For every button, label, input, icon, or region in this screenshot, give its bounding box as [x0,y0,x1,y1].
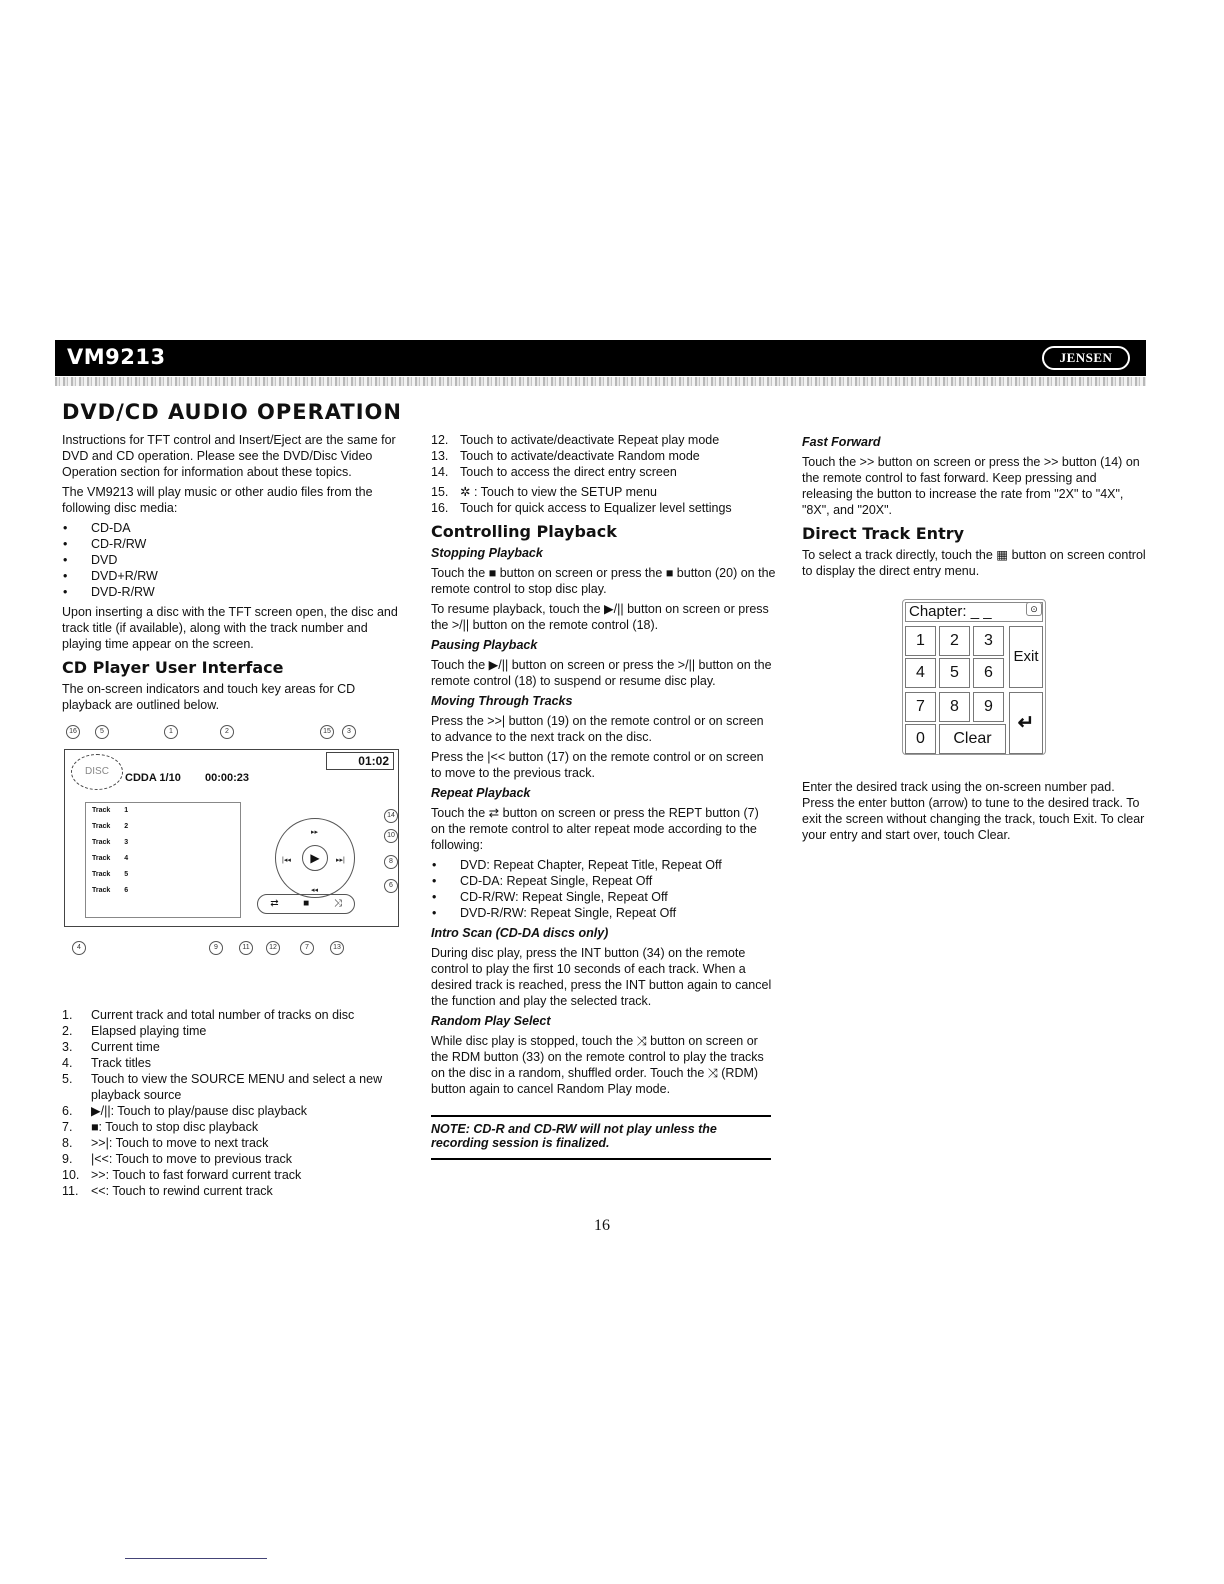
media-item: • CD-R/RW [62,536,407,552]
track-row[interactable]: Track 1 [92,807,129,814]
key-3[interactable]: 3 [973,626,1004,656]
rewind-icon[interactable]: ◂◂ [311,887,319,894]
exit-button[interactable]: Exit [1009,626,1043,688]
intro-paragraph-1: Instructions for TFT control and Insert/Eject are the same for DVD and CD operation. Please see the DVD/Disc Video Operation section for information about these topics. [62,433,396,479]
ui-legend-list [62,1007,407,1199]
repeat-mode-item: • DVD-R/RW: Repeat Single, Repeat Off [431,905,776,921]
cd-ui-text: The on-screen indicators and touch key areas for CD playback are outlined below. [62,682,356,712]
enter-track-paragraph: Enter the desired track using the on-screen number pad. Press the enter button (arrow) to tune to the desired track. To exit the screen without changing the track, touch Exit. To clear your entry and start over, touch Clear. [802,780,1145,842]
repeat-icon[interactable]: ⇄ [270,898,279,909]
callout: 6 [384,879,398,893]
track-row[interactable]: Track 2 [92,823,129,830]
media-item: • DVD [62,552,407,568]
random-play-paragraph: While disc play is stopped, touch the ⤨ button on screen or the RDM button (33) on the remote control to play the tracks on the disc in a random, shuffled order. Touch the ⤨ (RDM) button again to cancel Random Play mode. [431,1034,764,1096]
callout: 15 [320,725,334,739]
key-8[interactable]: 8 [939,692,970,722]
intro-scan-heading: Intro Scan (CD-DA discs only) [431,926,609,940]
legend-item: 16. Touch for quick access to Equalizer level settings [431,501,732,515]
note-box: NOTE: CD-R and CD-RW will not play unless the recording session is finalized. [431,1115,771,1160]
fast-forward-heading: Fast Forward [802,435,881,449]
intro-paragraph-2: The VM9213 will play music or other audio files from the following disc media: [62,485,373,515]
legend-item: 9. |<<: Touch to move to previous track [62,1152,293,1166]
callout: 8 [384,855,398,869]
track-row[interactable]: Track 6 [92,887,129,894]
callout: 14 [384,809,398,823]
media-item: • CD-DA [62,520,407,536]
stopping-paragraph-1: Touch the ■ button on screen or press the ■ button (20) on the remote control to stop disc play. [431,566,776,596]
media-list [62,520,407,600]
page-number: 16 [594,1217,610,1234]
next-track-icon[interactable]: ▸▸| [336,857,345,864]
legend-item: 8. >>|: Touch to move to next track [62,1136,269,1150]
model-title: VM9213 [67,345,166,369]
callout: 11 [239,941,253,955]
callout: 16 [66,725,80,739]
key-0[interactable]: 0 [905,724,936,754]
previous-track-icon[interactable]: |◂◂ [282,857,291,864]
direct-entry-keypad [902,599,1046,755]
stop-icon[interactable]: ■ [303,898,310,909]
ui-legend-list-continued [431,432,776,516]
callout: 1 [164,725,178,739]
callout: 9 [209,941,223,955]
repeat-mode-item: • CD-DA: Repeat Single, Repeat Off [431,873,776,889]
media-item: • DVD+R/RW [62,568,407,584]
key-9[interactable]: 9 [973,692,1004,722]
key-7[interactable]: 7 [905,692,936,722]
after-media-paragraph: Upon inserting a disc with the TFT screen open, the disc and track title (if available), along with the track number and playing time appear on the screen. [62,605,398,651]
bottom-control-bar [257,894,355,914]
legend-item: 2. Elapsed playing time [62,1024,207,1038]
legend-item: 6. ▶/||: Touch to play/pause disc playback [62,1104,307,1118]
legend-item: 4. Track titles [62,1056,151,1070]
disc-source-button[interactable]: DISC [71,754,123,790]
pausing-playback-heading: Pausing Playback [431,638,538,652]
fast-forward-paragraph: Touch the >> button on screen or press the >> button (14) on the remote control to fast forward. Keep pressing and releasing the button to increase the rate from "2X" to "4X", "8X", and "20X". [802,455,1140,517]
legend-item: 5. Touch to view the SOURCE MENU and select a new playback source [62,1072,383,1102]
moving-paragraph-1: Press the >>| button (19) on the remote control or on screen to advance to the next track on the disc. [431,714,764,744]
brand-text: JENSEN [1059,350,1113,365]
current-time: 01:02 [326,752,394,770]
column-3 [802,432,1147,847]
key-2[interactable]: 2 [939,626,970,656]
legend-item: 13. Touch to activate/deactivate Random mode [431,449,700,463]
key-1[interactable]: 1 [905,626,936,656]
legend-item: 10. >>: Touch to fast forward current track [62,1168,302,1182]
enter-arrow-icon[interactable]: ↵ [1009,692,1043,754]
cd-player-figure [62,723,407,993]
callout: 3 [342,725,356,739]
legend-item: 14. Touch to access the direct entry screen [431,465,677,479]
callout: 2 [220,725,234,739]
moving-paragraph-2: Press the |<< button (17) on the remote control or on screen to move to the previous track. [431,750,764,780]
key-4[interactable]: 4 [905,658,936,688]
legend-item: 12. Touch to activate/deactivate Repeat play mode [431,433,720,447]
track-row[interactable]: Track 4 [92,855,129,862]
repeat-mode-item: • DVD: Repeat Chapter, Repeat Title, Repeat Off [431,857,776,873]
legend-item: 1. Current track and total number of tracks on disc [62,1008,355,1022]
media-item: • DVD-R/RW [62,584,407,600]
track-row[interactable]: Track 5 [92,871,129,878]
shuffle-icon[interactable]: ⤨ [333,898,342,909]
header-bar [55,340,1146,376]
track-row[interactable]: Track 3 [92,839,129,846]
play-pause-icon[interactable]: ▶ [302,845,328,871]
column-1 [62,432,407,1199]
callout: 13 [330,941,344,955]
callout: 12 [266,941,280,955]
repeat-playback-heading: Repeat Playback [431,786,531,800]
chapter-entry-field: Chapter: _ _ [905,602,1043,622]
clear-button[interactable]: Clear [939,724,1006,754]
callout: 7 [300,941,314,955]
repeat-mode-item: • CD-R/RW: Repeat Single, Repeat Off [431,889,776,905]
pausing-paragraph: Touch the ▶/|| button on screen or press the >/|| button on the remote control (18) to suspend or resume disc play. [431,658,772,688]
legend-item: 11. <<: Touch to rewind current track [62,1184,273,1198]
legend-item: 15. ✲ : Touch to view the SETUP menu [431,485,657,499]
elapsed-time: 00:00:23 [205,772,250,784]
control-wheel [275,818,355,898]
footer-line [125,1558,267,1559]
track-number: CDDA 1/10 [125,772,181,784]
cd-ui-heading: CD Player User Interface [62,658,284,677]
callout: 4 [72,941,86,955]
repeat-mode-list [431,857,776,921]
key-5[interactable]: 5 [939,658,970,688]
key-6[interactable]: 6 [973,658,1004,688]
direct-track-entry-heading: Direct Track Entry [802,524,965,543]
stopping-paragraph-2: To resume playback, touch the ▶/|| button on screen or press the >/|| button on the remote control (18). [431,602,769,632]
callout: 5 [95,725,109,739]
keypad-toggle-icon[interactable]: ⊙ [1026,602,1042,616]
cd-screen [64,749,399,927]
direct-track-entry-paragraph: To select a track directly, touch the ▦ button on screen control to display the direct entry menu. [802,548,1146,578]
fast-forward-icon[interactable]: ▸▸ [311,829,319,836]
stopping-playback-heading: Stopping Playback [431,546,543,560]
column-2 [431,432,776,1160]
legend-item: 3. Current time [62,1040,160,1054]
intro-scan-paragraph: During disc play, press the INT button (34) on the remote control to play the first 10 seconds of each track. When a desired track is reached, press the INT button again to cancel the function and play the selected track. [431,946,772,1008]
repeat-paragraph: Touch the ⇄ button on screen or press the REPT button (7) on the remote control to alter repeat mode according to the following: [431,806,759,852]
controlling-playback-heading: Controlling Playback [431,522,617,541]
track-list [85,802,241,918]
moving-tracks-heading: Moving Through Tracks [431,694,573,708]
jensen-logo [1042,346,1130,370]
section-title: DVD/CD AUDIO OPERATION [62,400,402,424]
legend-item: 7. ■: Touch to stop disc playback [62,1120,259,1134]
random-play-heading: Random Play Select [431,1014,551,1028]
callout: 10 [384,829,398,843]
header-texture [55,377,1146,386]
